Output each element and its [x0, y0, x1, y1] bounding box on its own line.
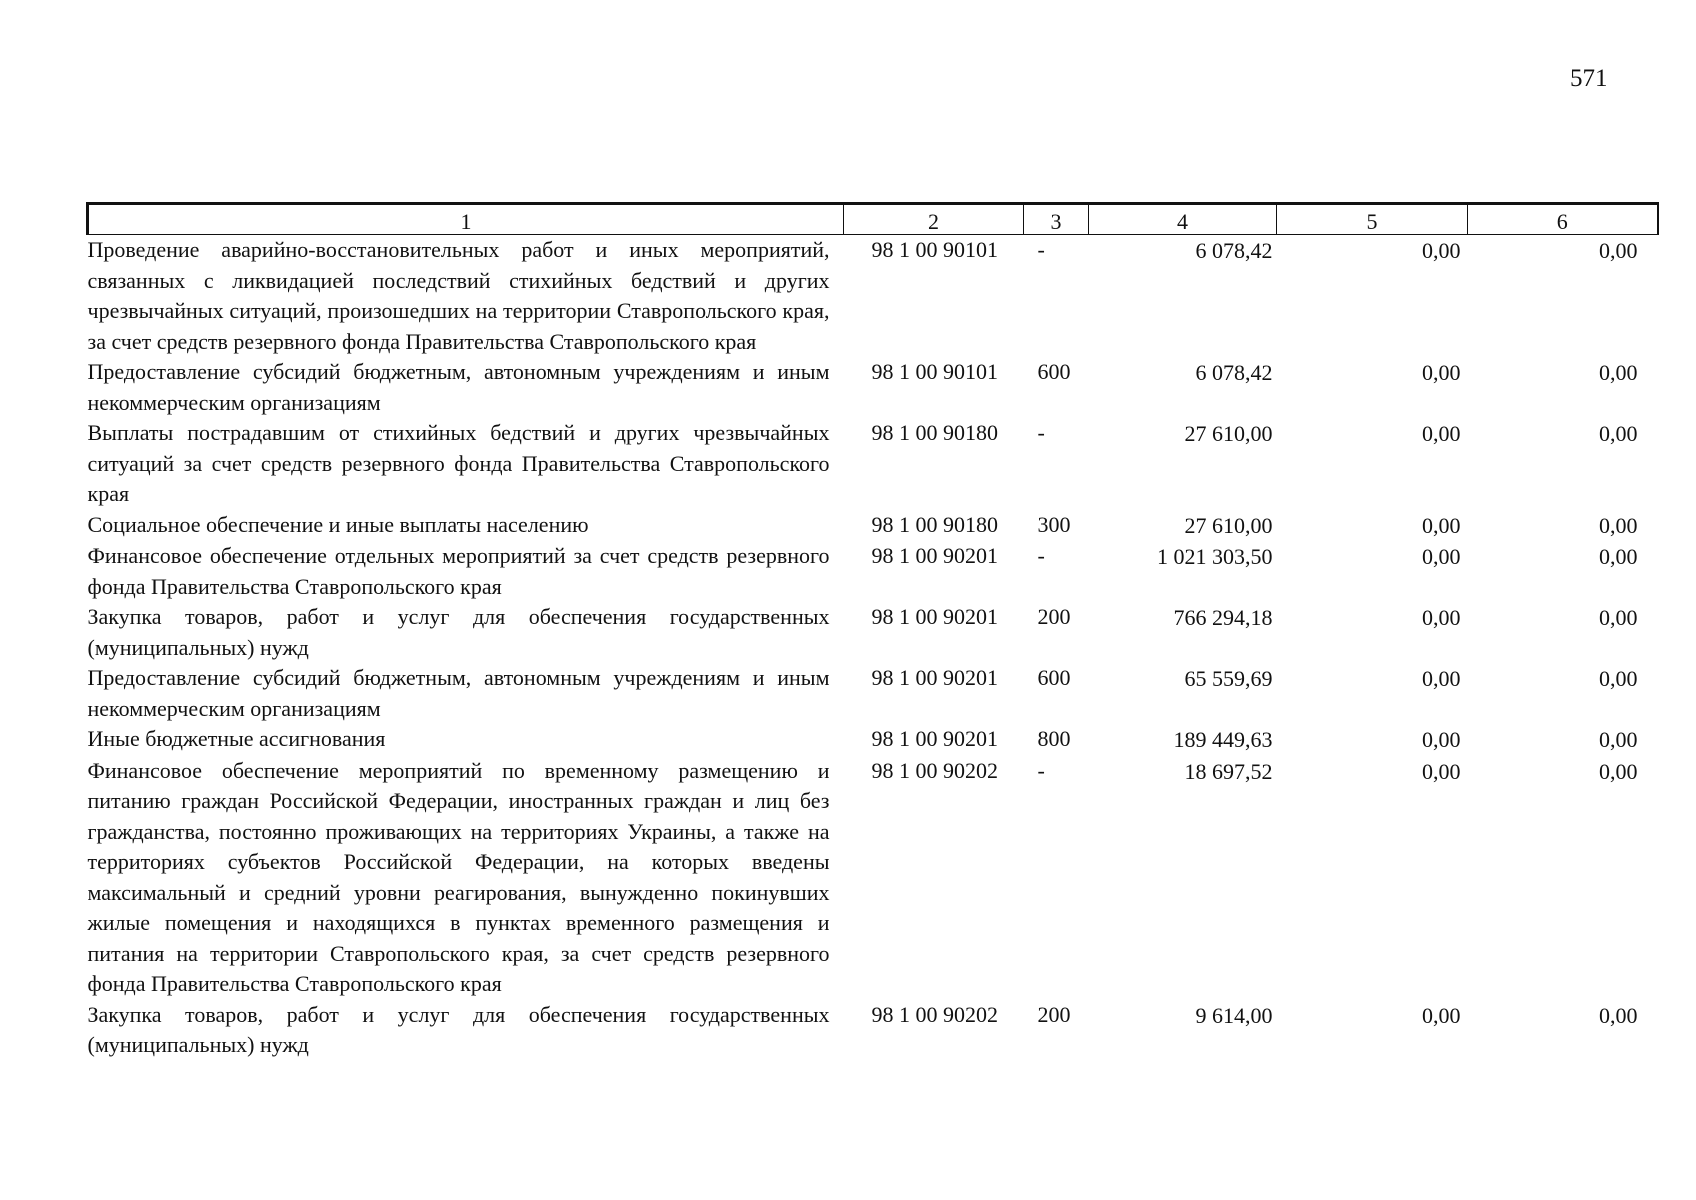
row-expense-type: - [1037, 237, 1045, 262]
row-amount-col6: 0,00 [1599, 421, 1638, 446]
row-amount-col4: 6 078,42 [1195, 360, 1273, 385]
row-description: Закупка товаров, работ и услуг для обеспечения государственных (муниципальных) нужд [87, 1001, 830, 1057]
table-row [88, 235, 1658, 358]
row-amount-col4: 766 294,18 [1173, 605, 1273, 630]
row-description: Предоставление субсидий бюджетным, автономным учреждениям и иным некоммерческим организациям [87, 359, 830, 415]
table-row [88, 510, 1658, 542]
row-amount-col6: 0,00 [1599, 360, 1638, 385]
row-amount-col6: 0,00 [1599, 544, 1638, 569]
row-amount-col4: 1 021 303,50 [1157, 544, 1273, 569]
row-amount-col4: 18 697,52 [1184, 758, 1273, 784]
column-header-2: 2 [844, 204, 1024, 235]
row-expense-type: - [1037, 420, 1045, 445]
row-description: Проведение аварийно-восстановительных работ и иных мероприятий, связанных с ликвидацией последствий стихийных бедствий и других чрезвычайных ситуаций, произошедших на территории Ставропольского края, за счет средств резервного фонда Правительства Ставропольского края [87, 237, 830, 354]
row-code: 98 1 00 90201 [871, 726, 998, 751]
row-amount-col4: 27 610,00 [1184, 512, 1273, 538]
row-description: Предоставление субсидий бюджетным, автономным учреждениям и иным некоммерческим организациям [87, 665, 830, 721]
budget-table-container [86, 202, 1659, 1061]
row-expense-type: 800 [1037, 726, 1071, 751]
table-body [88, 235, 1658, 1061]
row-amount-col4: 9 614,00 [1195, 1002, 1273, 1028]
column-header-5: 5 [1277, 204, 1468, 235]
row-description: Финансовое обеспечение мероприятий по временному размещению и питанию граждан Российской Федерации, иностранных граждан и лиц без гражданства, постоянно проживающих на территориях Украины, а также на территориях субъектов Российской Федерации, на которых введены максимальный и средний уровни реагирования, вынужденно покинувших жилые помещения и находящихся в пунктах временного размещения и питания на территории Ставропольского края, за счет средств резервного фонда Правительства Ставропольского края [87, 757, 830, 996]
row-amount-col6: 0,00 [1599, 605, 1638, 630]
row-code: 98 1 00 90180 [871, 511, 998, 537]
row-code: 98 1 00 90180 [871, 420, 998, 445]
row-amount-col5: 0,00 [1422, 360, 1461, 385]
row-amount-col5: 0,00 [1422, 238, 1461, 263]
row-amount-col6: 0,00 [1599, 238, 1638, 263]
row-expense-type: 200 [1037, 1001, 1071, 1027]
table-row [88, 357, 1658, 418]
table-row [88, 663, 1658, 724]
row-amount-col4: 6 078,42 [1195, 238, 1273, 263]
row-amount-col5: 0,00 [1422, 544, 1461, 569]
row-amount-col5: 0,00 [1422, 666, 1461, 691]
row-amount-col6: 0,00 [1599, 758, 1638, 784]
column-header-6: 6 [1468, 204, 1658, 235]
row-expense-type: - [1037, 543, 1045, 568]
row-code: 98 1 00 90201 [871, 665, 998, 690]
table-row [88, 602, 1658, 663]
table-row [88, 756, 1658, 1000]
row-code: 98 1 00 90101 [871, 237, 998, 262]
table-row [88, 724, 1658, 756]
column-header-3: 3 [1024, 204, 1089, 235]
row-description: Иные бюджетные ассигнования [87, 726, 386, 751]
row-amount-col5: 0,00 [1422, 605, 1461, 630]
row-code: 98 1 00 90101 [871, 359, 998, 384]
row-description: Финансовое обеспечение отдельных мероприятий за счет средств резервного фонда Правительства Ставропольского края [87, 543, 830, 599]
row-code: 98 1 00 90201 [871, 543, 998, 568]
budget-table [86, 202, 1659, 1061]
row-amount-col6: 0,00 [1599, 666, 1638, 691]
row-amount-col4: 65 559,69 [1184, 666, 1273, 691]
row-expense-type: 300 [1037, 511, 1071, 537]
column-header-1: 1 [88, 204, 844, 235]
table-row [88, 418, 1658, 510]
row-expense-type: 600 [1037, 665, 1071, 690]
row-amount-col5: 0,00 [1422, 421, 1461, 446]
row-description: Выплаты пострадавшим от стихийных бедствий и других чрезвычайных ситуаций за счет средств резервного фонда Правительства Ставропольского края [87, 420, 830, 506]
row-amount-col4: 27 610,00 [1184, 421, 1273, 446]
row-amount-col5: 0,00 [1422, 1002, 1461, 1028]
row-code: 98 1 00 90201 [871, 604, 998, 629]
row-amount-col5: 0,00 [1422, 512, 1461, 538]
row-amount-col5: 0,00 [1422, 727, 1461, 752]
row-expense-type: 200 [1037, 604, 1071, 629]
row-amount-col5: 0,00 [1422, 758, 1461, 784]
header-row [88, 204, 1658, 235]
row-code: 98 1 00 90202 [871, 757, 998, 783]
row-amount-col6: 0,00 [1599, 512, 1638, 538]
page-number: 571 [1570, 65, 1608, 92]
row-expense-type: 600 [1037, 359, 1071, 384]
row-amount-col6: 0,00 [1599, 727, 1638, 752]
column-header-4: 4 [1089, 204, 1277, 235]
table-row [88, 1000, 1658, 1061]
row-description: Закупка товаров, работ и услуг для обеспечения государственных (муниципальных) нужд [87, 604, 830, 660]
table-row [88, 541, 1658, 602]
row-expense-type: - [1037, 757, 1045, 783]
row-description: Социальное обеспечение и иные выплаты населению [87, 511, 589, 537]
table-header [88, 204, 1658, 235]
row-code: 98 1 00 90202 [871, 1001, 998, 1027]
row-amount-col4: 189 449,63 [1173, 727, 1273, 752]
row-amount-col6: 0,00 [1599, 1002, 1638, 1028]
